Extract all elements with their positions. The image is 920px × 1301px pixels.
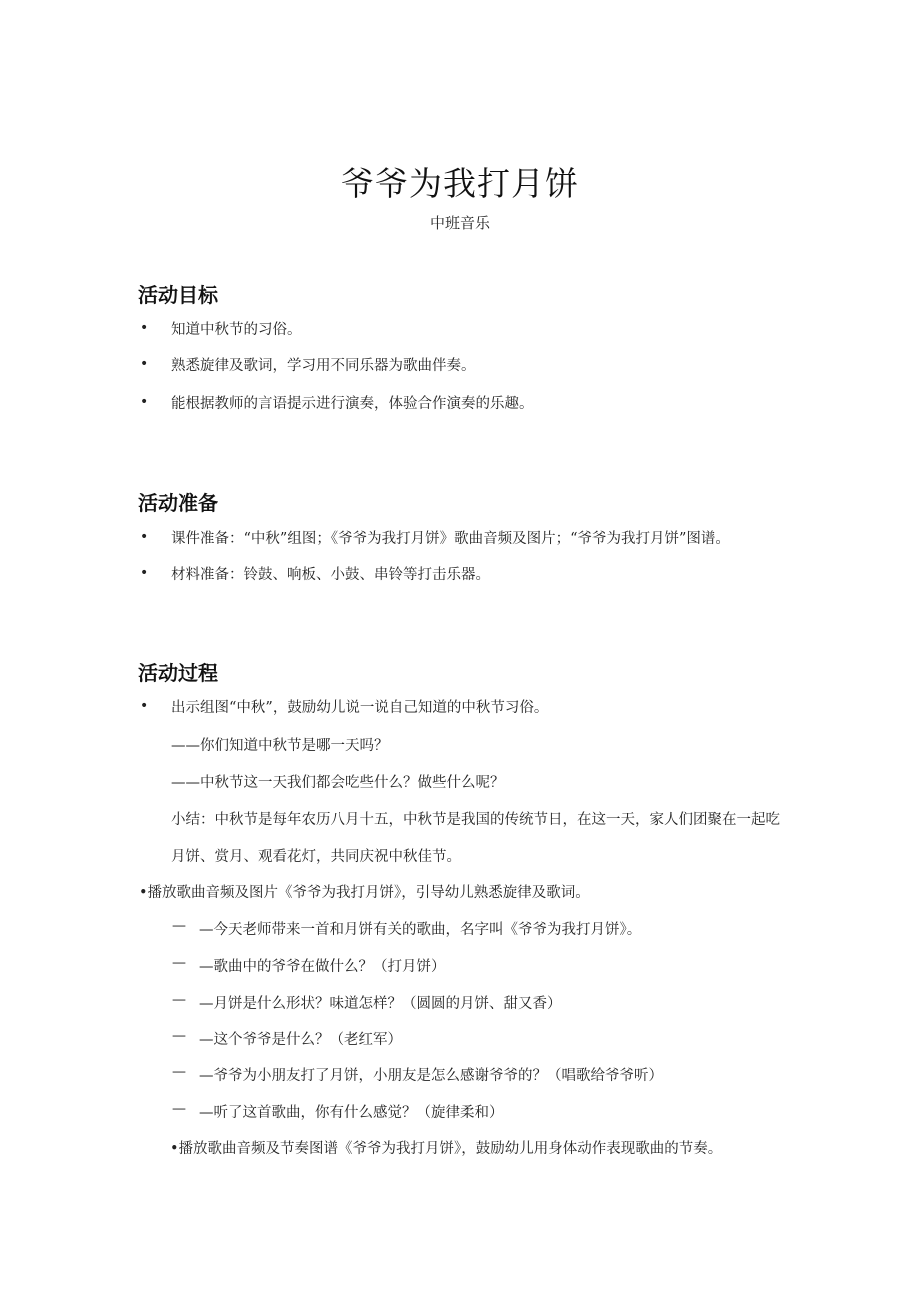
preparation-item: 材料准备：铃鼓、响板、小鼓、串铃等打击乐器。 [171, 567, 490, 583]
document-subtitle: 中班音乐 [429, 214, 490, 232]
dash-mark: — [172, 992, 186, 1008]
bullet-icon: • [140, 698, 149, 714]
dash-mark: — [172, 955, 186, 971]
process-question: —这个爷爷是什么？（老红军） [199, 1032, 402, 1048]
bullet-icon: • [140, 320, 149, 336]
process-question: ——你们知道中秋节是哪一天吗？ [171, 738, 389, 754]
process-step-2: •播放歌曲音频及图片《爷爷为我打月饼》，引导幼儿熟悉旋律及歌词。 [139, 885, 590, 901]
process-question: —听了这首歌曲，你有什么感觉？（旋律柔和） [199, 1105, 504, 1121]
dash-mark: — [172, 1101, 186, 1117]
process-heading: 活动过程 [138, 661, 218, 685]
goals-heading: 活动目标 [138, 283, 218, 307]
process-question: ——中秋节这一天我们都会吃些什么？做些什么呢？ [171, 775, 505, 791]
dash-mark: — [172, 918, 186, 934]
bullet-icon: • [140, 565, 149, 581]
preparation-item: 课件准备：“中秋”组图；《爷爷为我打月饼》歌曲音频及图片；“爷爷为我打月饼”图谱。 [171, 531, 730, 547]
dash-mark: — [172, 1064, 186, 1080]
goal-item: 知道中秋节的习俗。 [171, 322, 302, 338]
process-question: —今天老师带来一首和月饼有关的歌曲，名字叫《爷爷为我打月饼》。 [199, 922, 642, 938]
goal-item: 能根据教师的言语提示进行演奏，体验合作演奏的乐趣。 [171, 396, 534, 412]
process-question: —爷爷为小朋友打了月饼，小朋友是怎么感谢爷爷的？（唱歌给爷爷听） [199, 1068, 663, 1084]
bullet-icon: • [140, 356, 149, 372]
document-title: 爷爷为我打月饼 [341, 164, 579, 203]
process-question: —月饼是什么形状？味道怎样？（圆圆的月饼、甜又香） [199, 996, 562, 1012]
bullet-icon: • [140, 529, 149, 545]
process-summary: 月饼、赏月、观看花灯，共同庆祝中秋佳节。 [171, 849, 461, 865]
process-summary: 小结：中秋节是每年农历八月十五，中秋节是我国的传统节日，在这一天，家人们团聚在一起吃 [171, 812, 780, 828]
process-step-3: •播放歌曲音频及节奏图谱《爷爷为我打月饼》，鼓励幼儿用身体动作表现歌曲的节奏。 [170, 1141, 723, 1157]
dash-mark: — [172, 1028, 186, 1044]
preparation-heading: 活动准备 [138, 491, 218, 515]
process-question: —歌曲中的爷爷在做什么？（打月饼） [199, 959, 446, 975]
process-step-1: 出示组图“中秋”，鼓励幼儿说一说自己知道的中秋节习俗。 [171, 700, 549, 716]
bullet-icon: • [140, 394, 149, 410]
goal-item: 熟悉旋律及歌词，学习用不同乐器为歌曲伴奏。 [171, 358, 476, 374]
